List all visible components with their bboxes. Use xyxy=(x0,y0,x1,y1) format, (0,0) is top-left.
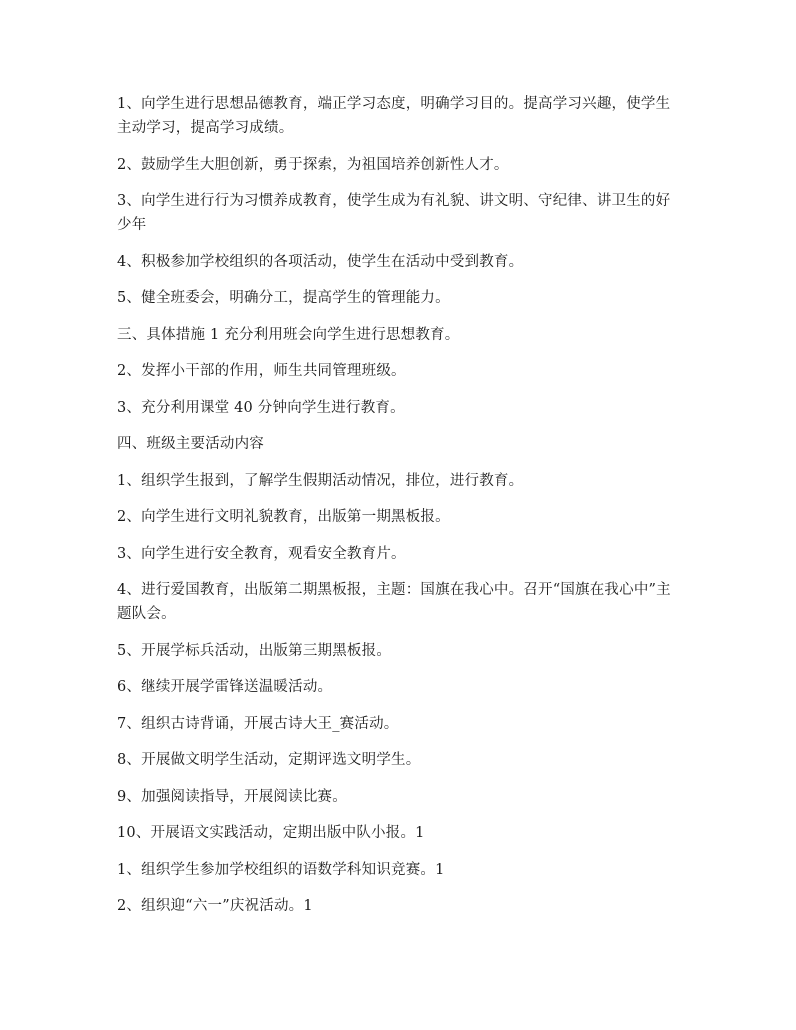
paragraph: 3、向学生进行行为习惯养成教育，使学生成为有礼貌、讲文明、守纪律、讲卫生的好少年 xyxy=(117,193,671,233)
paragraph: 2、鼓励学生大胆创新，勇于探索，为祖国培养创新性人才。 xyxy=(117,156,509,173)
paragraph: 1、组织学生报到，了解学生假期活动情况，排位，进行教育。 xyxy=(117,472,524,489)
paragraph: 1、向学生进行思想品德教育，端正学习态度，明确学习目的。提高学习兴趣，使学生主动学习，提高学习成绩。 xyxy=(117,96,671,136)
paragraph: 5、健全班委会，明确分工，提高学生的管理能力。 xyxy=(117,290,450,306)
paragraph: 5、开展学标兵活动，出版第三期黑板报。 xyxy=(117,642,392,659)
paragraph: 10、开展语文实践活动，定期出版中队小报。1 xyxy=(117,825,425,841)
section-heading: 三、具体措施 1 充分利用班会向学生进行思想教育。 xyxy=(117,326,460,343)
paragraph: 1、组织学生参加学校组织的语数学科知识竞赛。1 xyxy=(117,861,445,878)
paragraph: 6、继续开展学雷锋送温暖活动。 xyxy=(117,679,333,695)
paragraph: 9、加强阅读指导，开展阅读比赛。 xyxy=(117,788,347,805)
paragraph: 3、向学生进行安全教育，观看安全教育片。 xyxy=(117,545,406,562)
section-heading: 四、班级主要活动内容 xyxy=(117,436,264,452)
paragraph: 3、充分利用课堂 40 分钟向学生进行教育。 xyxy=(117,399,405,416)
paragraph: 7、组织古诗背诵，开展古诗大王_赛活动。 xyxy=(117,715,399,732)
paragraph: 4、积极参加学校组织的各项活动，使学生在活动中受到教育。 xyxy=(117,253,524,270)
paragraph: 2、向学生进行文明礼貌教育，出版第一期黑板报。 xyxy=(117,509,450,525)
paragraph: 4、进行爱国教育，出版第二期黑板报，主题：国旗在我心中。召开“国旗在我心中”主题队会。 xyxy=(117,582,671,622)
paragraph: 8、开展做文明学生活动，定期评选文明学生。 xyxy=(117,752,421,768)
paragraph: 2、发挥小干部的作用，师生共同管理班级。 xyxy=(117,363,406,379)
paragraph: 2、组织迎“六一”庆祝活动。1 xyxy=(117,898,313,914)
document-body xyxy=(117,92,677,931)
